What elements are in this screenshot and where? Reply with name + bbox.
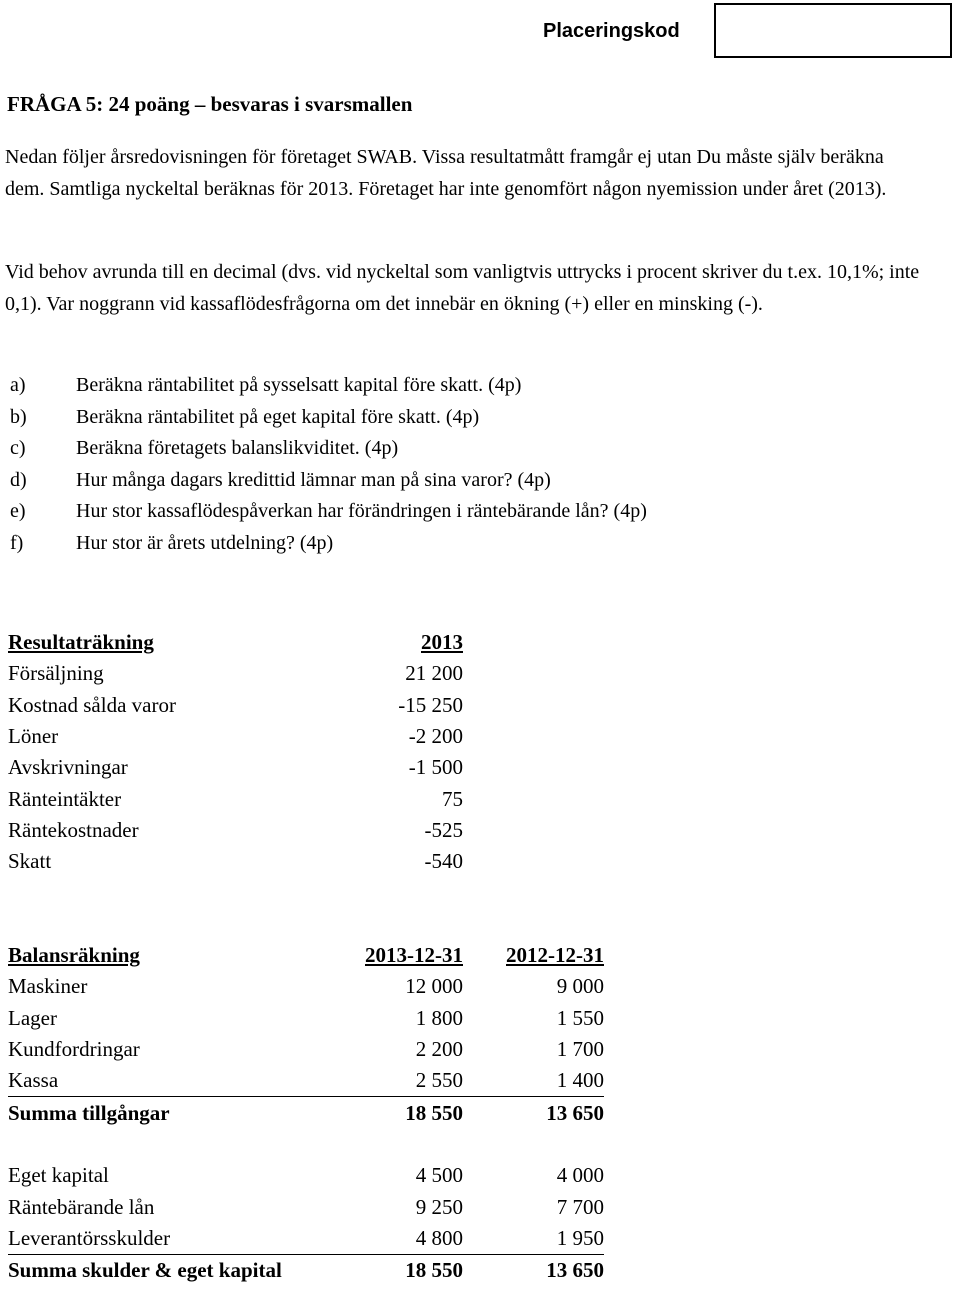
row-value-2012: 7 700 — [556, 1194, 604, 1219]
sub-question-e — [10, 496, 647, 528]
row-label: Kostnad sålda varor — [8, 692, 176, 717]
sub-question-text: Hur många dagars kredittid lämnar man på sina varor? (4p) — [76, 468, 551, 491]
row-label: Avskrivningar — [8, 755, 128, 780]
sub-question-list — [10, 370, 647, 559]
row-value-2013: 4 500 — [415, 1163, 463, 1188]
row-label: Summa tillgångar — [8, 1097, 308, 1129]
row-value: -15 250 — [398, 692, 463, 717]
income-statement-header-row — [8, 627, 463, 658]
row-value: -525 — [424, 817, 463, 842]
row-value-2012: 13 650 — [463, 1097, 604, 1129]
income-statement-year: 2013 — [421, 630, 463, 655]
sub-question-text: Hur stor kassaflödespåverkan har förändringen i räntebärande lån? (4p) — [76, 500, 647, 522]
table-row — [8, 846, 463, 877]
question-title: FRÅGA 5: 24 poäng – besvaras i svarsmallen — [7, 92, 413, 116]
row-value-2012: 1 400 — [556, 1068, 604, 1093]
row-value-2012: 9 000 — [556, 974, 604, 999]
sub-question-letter: c) — [10, 437, 26, 459]
row-label: Löner — [8, 724, 59, 749]
row-label: Maskiner — [8, 974, 88, 999]
row-value-2013: 2 200 — [415, 1037, 463, 1062]
row-label: Kundfordringar — [8, 1037, 140, 1062]
table-row — [8, 690, 463, 721]
table-row — [8, 783, 463, 814]
balance-sheet-col-2013: 2013-12-31 — [365, 943, 463, 968]
sub-question-letter: a) — [10, 374, 26, 396]
table-row — [8, 1191, 604, 1222]
balance-sheet-table — [8, 940, 604, 1286]
row-label: Försäljning — [8, 661, 104, 686]
row-label: Skatt — [8, 849, 52, 874]
total-liabilities-row — [8, 1254, 604, 1286]
sub-question-text: Beräkna företagets balanslikviditet. (4p) — [76, 437, 399, 459]
row-label: Kassa — [8, 1068, 59, 1093]
table-row — [8, 721, 463, 752]
table-row — [8, 815, 463, 846]
sub-question-letter: f) — [10, 531, 24, 554]
income-statement-heading: Resultaträkning — [8, 630, 154, 655]
sub-question-letter: d) — [10, 468, 27, 491]
row-value-2013: 12 000 — [405, 974, 463, 999]
row-value: 21 200 — [405, 661, 463, 686]
table-row — [8, 752, 463, 783]
table-row — [8, 1160, 604, 1191]
row-value: -1 500 — [408, 755, 463, 780]
question-intro: Nedan följer årsredovisningen för företaget SWAB. Vissa resultatmått framgår ej utan Du måste själv beräkna dem. Samtliga nyckeltal beräknas för 2013. Företaget har inte genomfört någon nyemission under året (2013). — [5, 146, 887, 200]
sub-question-d — [10, 465, 647, 497]
row-value-2012: 13 650 — [546, 1258, 604, 1283]
row-value-2013: 18 550 — [308, 1097, 463, 1129]
sub-question-text: Beräkna räntabilitet på sysselsatt kapital före skatt. (4p) — [76, 374, 522, 396]
row-value-2012: 1 950 — [463, 1223, 604, 1255]
row-value-2012: 4 000 — [556, 1163, 604, 1188]
row-value-2013: 4 800 — [308, 1223, 463, 1255]
table-row — [8, 1034, 604, 1065]
balance-sheet-heading: Balansräkning — [8, 943, 140, 968]
row-label: Summa skulder & eget kapital — [8, 1258, 282, 1283]
row-label: Räntebärande lån — [8, 1194, 155, 1219]
sub-question-c — [10, 433, 647, 465]
sub-question-text: Hur stor är årets utdelning? (4p) — [76, 531, 334, 554]
row-value-2013: 9 250 — [415, 1194, 463, 1219]
placement-code-box — [714, 3, 952, 58]
row-value: -540 — [424, 849, 463, 874]
sub-question-b — [10, 402, 647, 434]
row-label: Leverantörsskulder — [8, 1223, 308, 1255]
sub-question-a — [10, 370, 647, 402]
sub-question-letter: b) — [10, 405, 27, 428]
balance-sheet-col-2012: 2012-12-31 — [506, 943, 604, 968]
sub-question-letter: e) — [10, 500, 26, 522]
placement-code-label: Placeringskod — [543, 20, 680, 42]
table-row — [8, 1223, 604, 1255]
balance-sheet-header-row — [8, 940, 604, 971]
row-value: -2 200 — [408, 724, 463, 749]
row-value-2013: 18 550 — [405, 1258, 463, 1283]
question-instructions: Vid behov avrunda till en decimal (dvs. vid nyckeltal som vanligtvis uttrycks i procent skriver du t.ex. 10,1%; inte 0,1). Var noggrann vid kassaflödesfrågorna om det innebär en ökning (+) eller en minsking (-). — [5, 261, 920, 315]
row-value-2012: 1 700 — [556, 1037, 604, 1062]
income-statement-table — [8, 627, 463, 877]
row-value-2013: 1 800 — [415, 1005, 463, 1030]
table-row — [8, 658, 463, 689]
row-label: Räntekostnader — [8, 817, 139, 842]
row-value-2013: 2 550 — [415, 1068, 463, 1093]
row-label: Ränteintäkter — [8, 786, 122, 811]
table-row — [8, 971, 604, 1002]
row-value-2012: 1 550 — [556, 1005, 604, 1030]
row-label: Eget kapital — [8, 1163, 109, 1188]
table-row — [8, 1065, 604, 1097]
sub-question-f — [10, 528, 647, 560]
table-row — [8, 1003, 604, 1034]
sub-question-text: Beräkna räntabilitet på eget kapital före skatt. (4p) — [76, 405, 480, 428]
table-spacer — [8, 1129, 604, 1160]
row-label: Lager — [8, 1005, 57, 1030]
total-assets-row — [8, 1097, 604, 1129]
row-value: 75 — [442, 786, 463, 811]
